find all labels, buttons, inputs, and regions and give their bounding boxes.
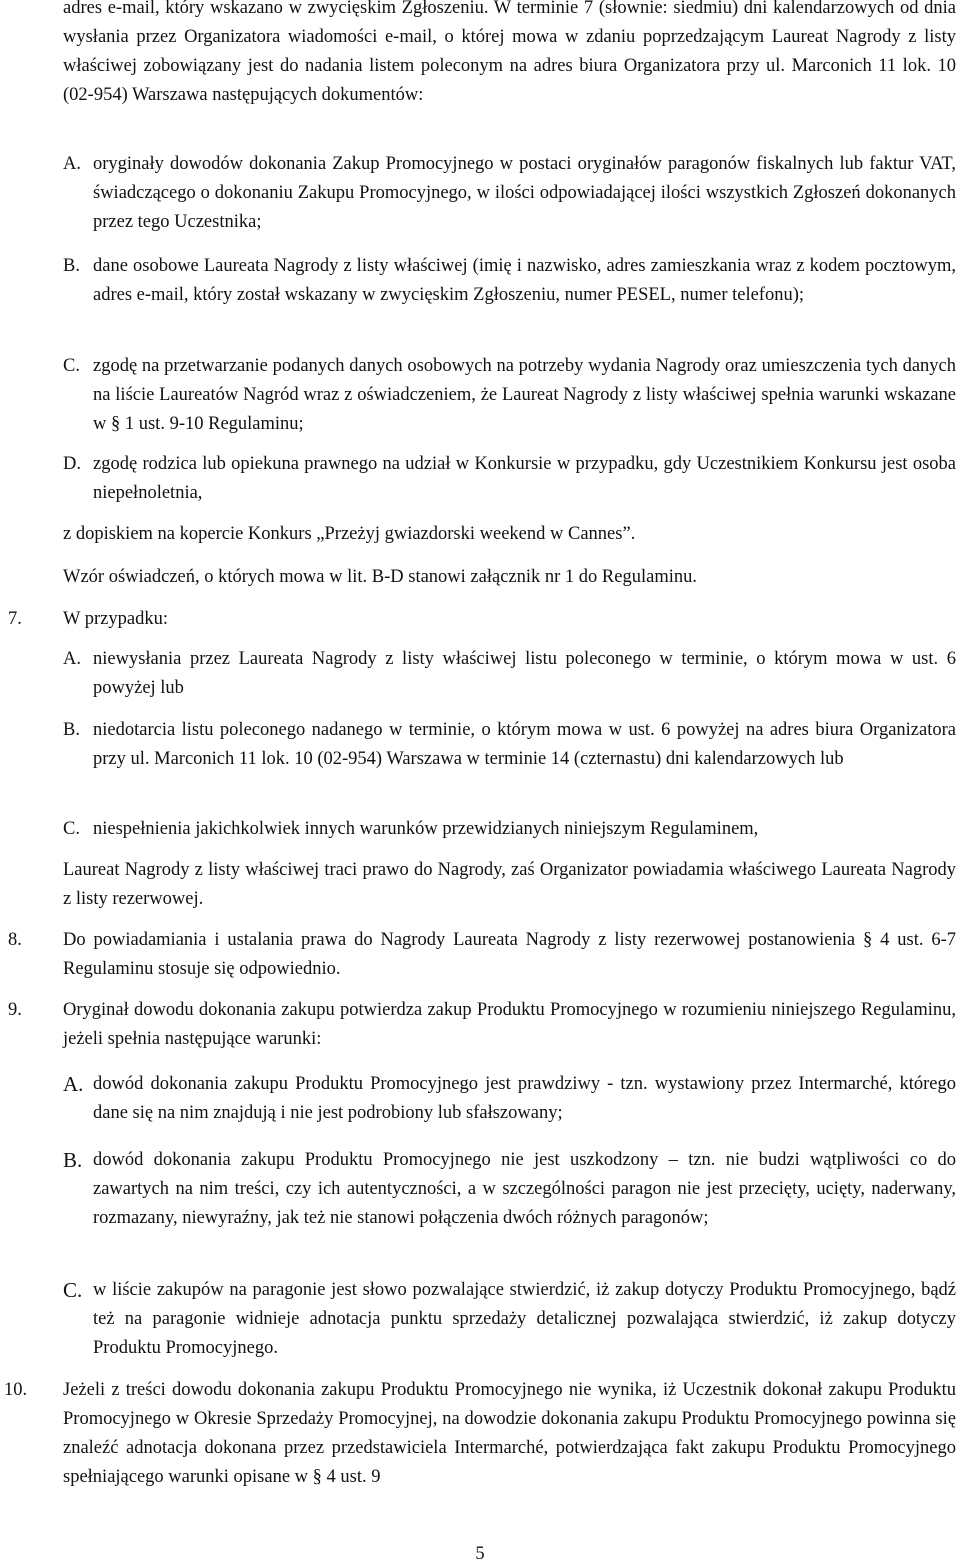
list-label: B. — [63, 720, 80, 740]
section-number: 8. — [8, 930, 22, 950]
list-label: B. — [63, 1148, 83, 1172]
list-text: oryginały dowodów dokonania Zakup Promocyjnego w postaci oryginałów paragonów fiskalnych lub faktur VAT, świadczącego o dokonaniu Zakupu Promocyjnego, w ilości odpowiadającej ilości wszystkich Zgłoszeń dokonanych przez tego Uczestnika; — [93, 154, 956, 232]
list-text: zgodę rodzica lub opiekuna prawnego na udział w Konkursie w przypadku, gdy Uczestnikiem Konkursu jest osoba niepełnoletnia, — [93, 454, 956, 503]
list-item-c — [63, 352, 956, 439]
list-label: C. — [63, 1278, 83, 1302]
envelope-note: z dopiskiem na kopercie Konkurs „Przeżyj gwiazdorski weekend w Cannes”. — [63, 524, 636, 544]
list-label: C. — [63, 356, 80, 376]
template-note: Wzór oświadczeń, o których mowa w lit. B-D stanowi załącznik nr 1 do Regulaminu. — [63, 567, 697, 587]
section-9-intro: Oryginał dowodu dokonania zakupu potwierdza zakup Produktu Promocyjnego w rozumieniu niniejszego Regulaminu, jeżeli spełnia następujące warunki: — [63, 1000, 956, 1049]
section-8-text: Do powiadamiania i ustalania prawa do Nagrody Laureata Nagrody z listy rezerwowej postanowienia § 4 ust. 6-7 Regulaminu stosuje się odpowiednio. — [63, 930, 956, 979]
list-label: A. — [63, 154, 81, 174]
list-item-d — [63, 450, 956, 508]
section-7-outro: Laureat Nagrody z listy właściwej traci prawo do Nagrody, zaś Organizator powiadamia właściwego Laureata Nagrody z listy rezerwowej. — [63, 860, 956, 909]
section-9-item-b — [63, 1146, 956, 1233]
top-paragraph: adres e-mail, który wskazano w zwycięskim Zgłoszeniu. W terminie 7 (słownie: siedmiu) dni kalendarzowych od dnia wysłania przez Organizatora wiadomości e-mail, o której mowa w zdaniu poprzedzającym Laureat Nagrody z listy właściwej zobowiązany jest do nadania listem poleconym na adres biura Organizatora przy ul. Marconich 11 lok. 10 (02-954) Warszawa następujących dokumentów: — [63, 0, 956, 105]
section-9-item-a — [63, 1070, 956, 1128]
section-7-intro: W przypadku: — [63, 609, 168, 629]
list-item-b — [63, 252, 956, 310]
list-text: niewysłania przez Laureata Nagrody z listy właściwej listu poleconego w terminie, o którym mowa w ust. 6 powyżej lub — [93, 649, 956, 698]
list-text: dowód dokonania zakupu Produktu Promocyjnego jest prawdziwy - tzn. wystawiony przez Intermarché, którego dane się na nim znajdują i nie jest podrobiony lub sfałszowany; — [93, 1074, 956, 1123]
list-label: A. — [63, 1072, 84, 1096]
list-text: dowód dokonania zakupu Produktu Promocyjnego nie jest uszkodzony – tzn. nie budzi wątpliwości co do zawartych na nim treści, czy ich autentyczności, a w szczególności paragon nie jest przecięty, ucięty, naderwany, rozmazany, niewyraźny, jak też nie stanowi połączenia dwóch różnych paragonów; — [93, 1150, 956, 1228]
list-label: C. — [63, 819, 80, 839]
list-text: w liście zakupów na paragonie jest słowo pozwalające stwierdzić, iż zakup dotyczy Produktu Promocyjnego, bądź też na paragonie widnieje adnotacja punktu sprzedaży detalicznej pozwalająca stwierdzić, iż zakup dotyczy Produktu Promocyjnego. — [93, 1280, 956, 1358]
list-text: niespełnienia jakichkolwiek innych warunków przewidzianych niniejszym Regulaminem, — [93, 819, 759, 839]
list-label: D. — [63, 454, 81, 474]
list-item-a — [63, 150, 956, 237]
list-label: A. — [63, 649, 81, 669]
section-7-item-c — [63, 815, 956, 844]
list-text: niedotarcia listu poleconego nadanego w terminie, o którym mowa w ust. 6 powyżej na adres biura Organizatora przy ul. Marconich 11 lok. 10 (02-954) Warszawa w terminie 14 (czternastu) dni kalendarzowych lub — [93, 720, 956, 769]
list-label: B. — [63, 256, 80, 276]
section-number: 9. — [8, 1000, 22, 1020]
section-number: 10. — [4, 1380, 28, 1400]
section-number: 7. — [8, 609, 22, 629]
list-text: zgodę na przetwarzanie podanych danych osobowych na potrzeby wydania Nagrody oraz umieszczenia tych danych na liście Laureatów Nagród wraz z oświadczeniem, że Laureat Nagrody z listy właściwej spełnia warunki wskazane w § 1 ust. 9-10 Regulaminu; — [93, 356, 956, 434]
list-text: dane osobowe Laureata Nagrody z listy właściwej (imię i nazwisko, adres zamieszkania wraz z kodem pocztowym, adres e-mail, który został wskazany w zwycięskim Zgłoszeniu, numer PESEL, numer telefonu); — [93, 256, 956, 305]
section-10-text: Jeżeli z treści dowodu dokonania zakupu Produktu Promocyjnego nie wynika, iż Uczestnik dokonał zakupu Produktu Promocyjnego w Okresie Sprzedaży Promocyjnej, na dowodzie dokonania zakupu Produktu Promocyjnego powinna się znaleźć adnotacja dokonana przez przedstawiciela Intermarché, potwierdzająca fakt zakupu Produktu Promocyjnego spełniającego warunki opisane w § 4 ust. 9 — [63, 1380, 956, 1487]
section-7-item-b — [63, 716, 956, 774]
page-number: 5 — [475, 1544, 485, 1564]
section-7-item-a — [63, 645, 956, 703]
section-9-item-c — [63, 1276, 956, 1363]
